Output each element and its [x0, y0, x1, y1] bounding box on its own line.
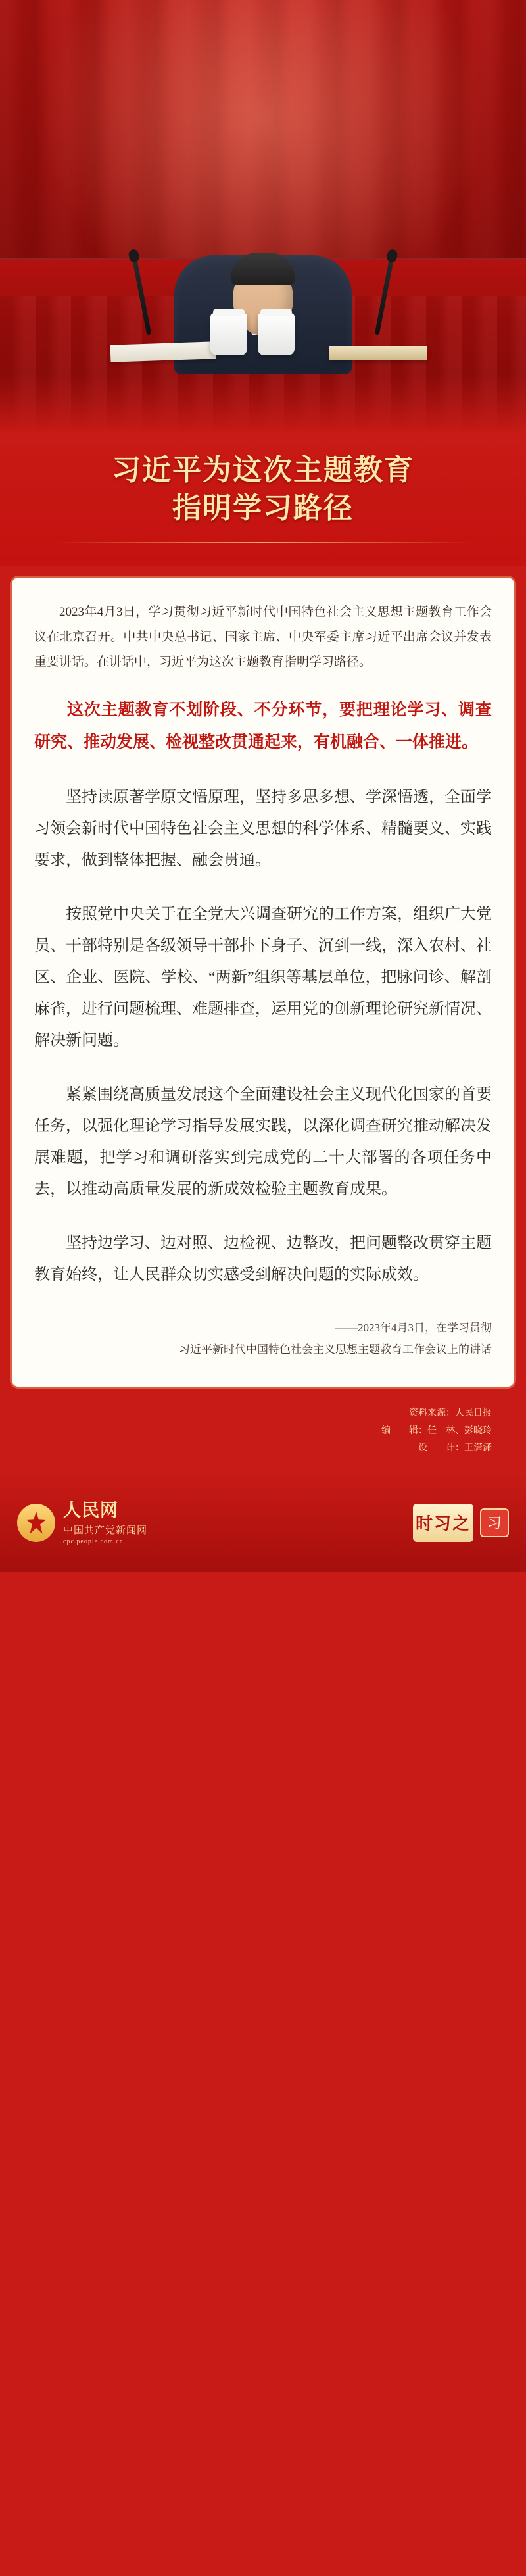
credit-key: 编 辑：: [381, 1424, 427, 1435]
teacup-icon: [210, 313, 247, 355]
site-logo-subname: 中国共产党新闻网: [63, 1525, 148, 1536]
credit-value: 人民日报: [455, 1406, 492, 1418]
article-lede: 2023年4月3日，学习贯彻习近平新时代中国特色社会主义思想主题教育工作会议在北京召开。中共中央总书记、国家主席、中央军委主席习近平出席会议并发表重要讲话。在讲话中，习近平为这次主题教育指明学习路径。: [34, 605, 492, 670]
credit-key: 资料来源：: [409, 1406, 455, 1418]
star-icon: [17, 1504, 55, 1542]
attribution-line-2: 习近平新时代中国特色社会主义思想主题教育工作会议上的讲话: [179, 1343, 492, 1356]
site-logo[interactable]: [17, 1500, 147, 1545]
site-logo-name: 人民网: [63, 1500, 118, 1520]
hero-photo: [0, 0, 526, 434]
hero-fade: [0, 375, 526, 434]
nameplate-icon: [329, 346, 427, 360]
title-band: [0, 434, 526, 566]
credit-row: [34, 1404, 492, 1422]
article-paragraph: 坚持读原著学原文悟原理，坚持多思多想、学深悟透，全面学习领会新时代中国特色社会主义思想的科学体系、精髓要义、实践要求，做到整体把握、融会贯通。: [34, 788, 492, 869]
site-logo-text: [63, 1500, 147, 1545]
page-title: [26, 451, 500, 528]
teacup-icon: [258, 313, 295, 355]
footer-bar: [0, 1474, 526, 1572]
column-badge-label: 时习之: [413, 1504, 473, 1542]
credit-key: 设 计：: [418, 1442, 464, 1453]
seal-stamp-icon: 习: [480, 1508, 509, 1537]
credit-row: [34, 1439, 492, 1456]
article-pullquote: 这次主题教育不划阶段、不分环节，要把理论学习、调查研究、推动发展、检视整改贯通起来，有机融合、一体推进。: [34, 701, 492, 751]
credit-row: [34, 1422, 492, 1439]
article-card: [12, 578, 514, 1387]
article-paragraph: 坚持边学习、边对照、边检视、边整改，把问题整改贯穿主题教育始终，让人民群众切实感受到解决问题的实际成效。: [34, 1234, 492, 1283]
credit-value: 王潇潇: [464, 1442, 492, 1453]
title-divider: [53, 542, 473, 543]
article-paragraph: 按照党中央关于在全党大兴调查研究的工作方案，组织广大党员、干部特别是各级领导干部扑下身子、沉到一线，深入农村、社区、企业、医院、学校、“两新”组织等基层单位，把脉问诊、解剖麻雀，进行问题梳理、难题排查，运用党的创新理论研究新情况、解决新问题。: [34, 905, 492, 1049]
article-attribution: [34, 1317, 492, 1360]
title-line-2: 指明学习路径: [172, 492, 354, 525]
credits-block: [12, 1404, 514, 1467]
credit-value: 任一林、彭晓玲: [427, 1424, 492, 1435]
title-line-1: 习近平为这次主题教育: [112, 454, 414, 486]
attribution-line-1: ——2023年4月3日，在学习贯彻: [335, 1321, 492, 1334]
article-paragraph: 紧紧围绕高质量发展这个全面建设社会主义现代化国家的首要任务，以强化理论学习指导发展实践，以深化调查研究推动解决发展难题，把学习和调研落实到完成党的二十大部署的各项任务中去，以推动高质量发展的新成效检验主题教育成果。: [34, 1085, 492, 1198]
site-logo-url: cpc.people.com.cn: [63, 1537, 124, 1545]
column-badge: [413, 1504, 509, 1542]
